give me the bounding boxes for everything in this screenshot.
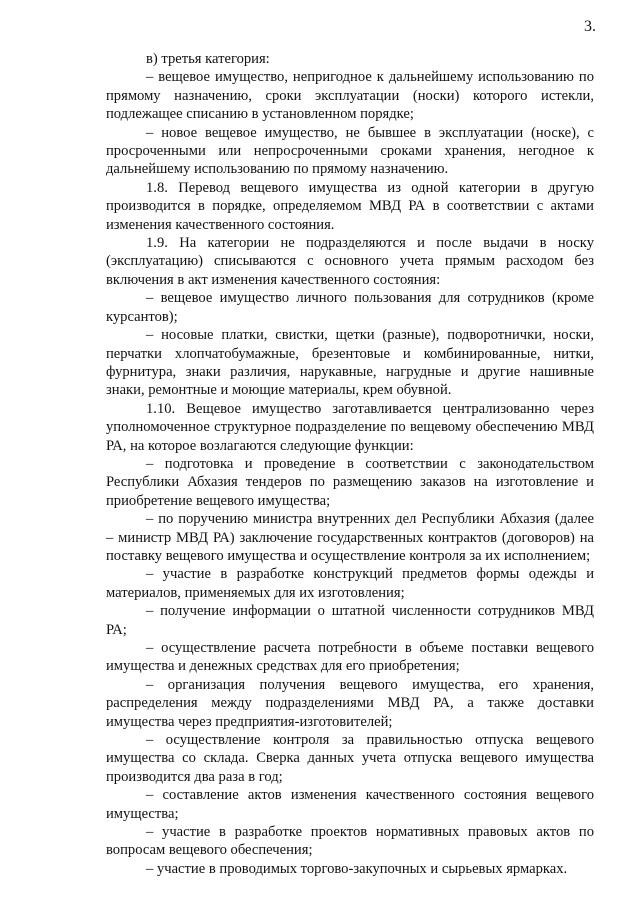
paragraph: – осуществление расчета потребности в объеме поставки вещевого имущества и денежных средствах для его приобретения; xyxy=(106,640,594,675)
paragraph: – по поручению министра внутренних дел Республики Абхазия (далее – министр МВД РА) заключение государственных контрактов (договоров) на поставку вещевого имущества и осуществление контроля за их исполнением; xyxy=(106,511,594,564)
paragraph: – участие в разработке конструкций предметов формы одежды и материалов, применяемых для их изготовления; xyxy=(106,566,594,601)
paragraph: – осуществление контроля за правильностью отпуска вещевого имущества со склада. Сверка данных учета отпуска вещевого имущества производится два раза в год; xyxy=(106,732,594,785)
paragraph: – организация получения вещевого имущества, его хранения, распределения между подразделениями МВД РА, а также доставки имущества через предприятия-изготовителей; xyxy=(106,676,594,730)
paragraph: – новое вещевое имущество, не бывшее в эксплуатации (носке), с просроченными или непросроченными сроками хранения, негодное к дальнейшему использованию по прямому назначению. xyxy=(106,124,594,178)
page-number: 3. xyxy=(584,18,596,35)
paragraph: – вещевое имущество личного пользования для сотрудников (кроме курсантов); xyxy=(106,290,594,325)
paragraph: – носовые платки, свистки, щетки (разные), подворотнички, носки, перчатки хлопчатобумажные, брезентовые и комбинированные, нитки, фурнитура, знаки различия, нарукавные, нагрудные и другие нашивные знаки, ремонтные и моющие материалы, крем обувной. xyxy=(106,327,594,399)
document-body xyxy=(106,50,594,878)
paragraph: 1.10. Вещевое имущество заготавливается централизованно через уполномоченное структурное подразделение по вещевому обеспечению МВД РА, на которое возлагаются следующие функции: xyxy=(106,400,594,454)
paragraph: – участие в разработке проектов нормативных правовых актов по вопросам вещевого обеспечения; xyxy=(106,824,594,859)
paragraph: – участие в проводимых торгово-закупочных и сырьевых ярмарках. xyxy=(146,860,568,877)
paragraph: – вещевое имущество, непригодное к дальнейшему использованию по прямому назначению, сроки эксплуатации (носки) которого истекли, подлежащее списанию в установленном порядке; xyxy=(106,69,594,123)
paragraph: – подготовка и проведение в соответствии с законодательством Республики Абхазия тендеров по размещению заказов на изготовление и приобретение вещевого имущества; xyxy=(106,455,594,509)
category-heading: в) третья категория: xyxy=(146,51,270,67)
paragraph: – составление актов изменения качественного состояния вещевого имущества; xyxy=(106,787,594,822)
paragraph: – получение информации о штатной численности сотрудников МВД РА; xyxy=(106,603,594,638)
paragraph: 1.8. Перевод вещевого имущества из одной категории в другую производится в порядке, определяемом МВД РА в соответствии с актами изменения качественного состояния. xyxy=(106,179,594,233)
paragraph: 1.9. На категории не подразделяются и после выдачи в носку (эксплуатацию) списываются с основного учета прямым расходом без включения в акт изменения качественного состояния: xyxy=(106,235,594,288)
